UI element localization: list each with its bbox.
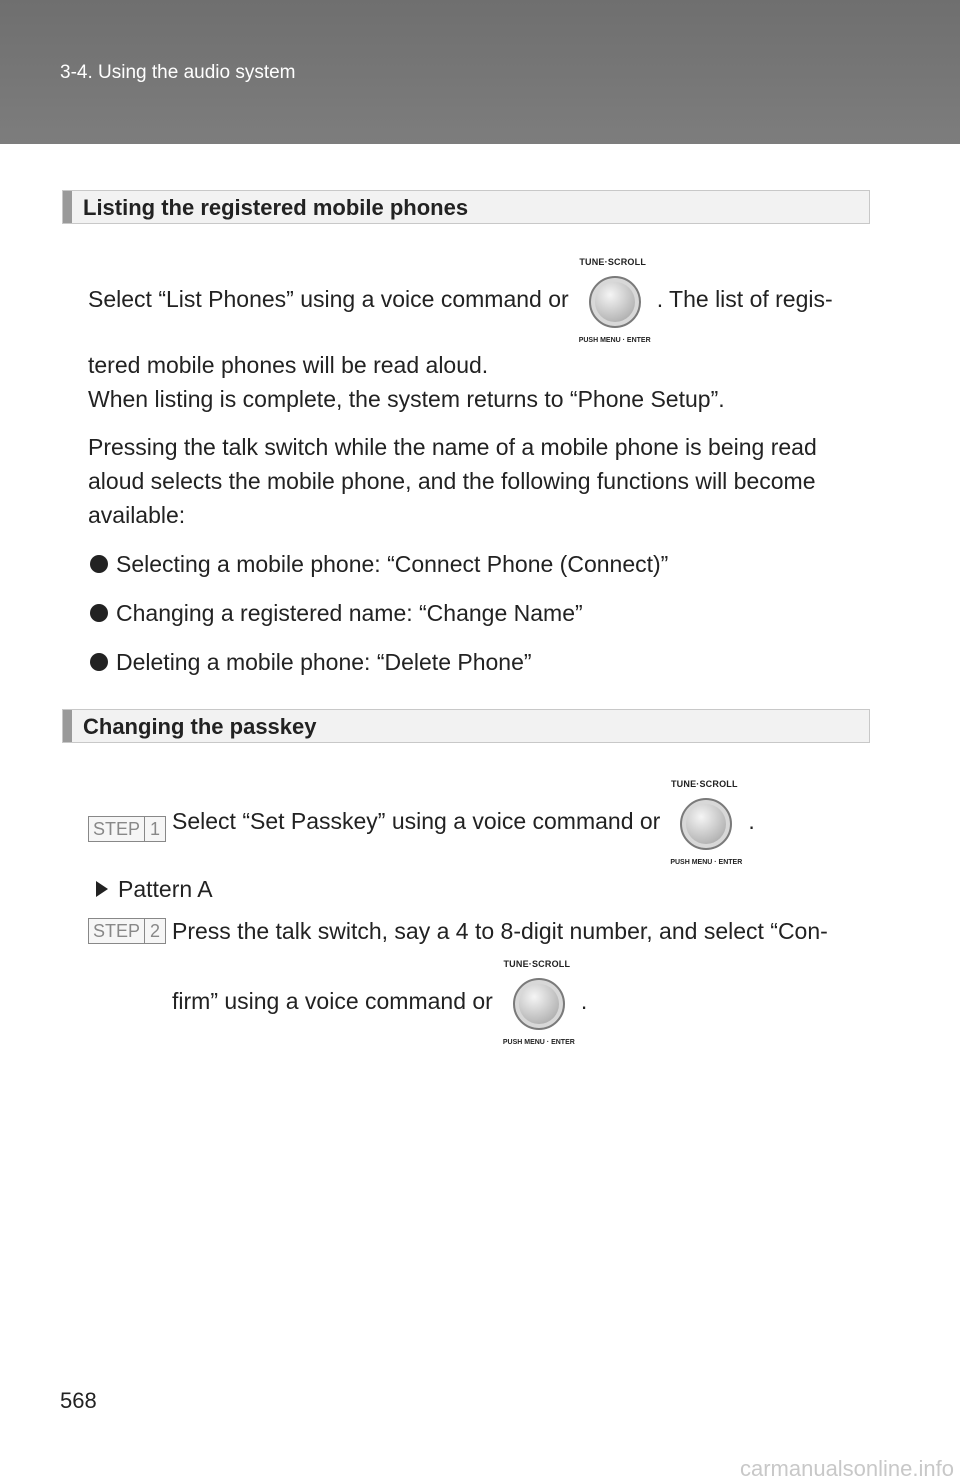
watermark: carmanualsonline.info	[739, 1456, 954, 1481]
text: Select “List Phones” using a voice command or	[88, 286, 569, 313]
body-text: Pressing the talk switch while the name of a mobile phone is being read	[88, 434, 817, 460]
bullet-icon	[90, 555, 108, 573]
section-heading-passkey	[62, 709, 870, 743]
step2-line2	[172, 958, 587, 1048]
knob-bottom-label: PUSH MENU · ENTER	[670, 859, 743, 866]
step-label: STEP	[93, 921, 141, 941]
knob-bottom-label: PUSH MENU · ENTER	[578, 337, 651, 344]
section-title: Listing the registered mobile phones	[83, 195, 469, 220]
tune-scroll-knob-icon	[578, 256, 651, 346]
text: firm” using a voice command or	[172, 988, 493, 1015]
knob-bottom-label: PUSH MENU · ENTER	[502, 1039, 575, 1046]
list-item	[90, 596, 583, 630]
bullet-icon	[90, 604, 108, 622]
list-item-text: Deleting a mobile phone: “Delete Phone”	[116, 649, 532, 675]
tune-scroll-knob-icon	[502, 958, 575, 1048]
list-item	[90, 547, 668, 581]
step1-line	[172, 778, 755, 868]
pattern-heading	[96, 872, 213, 906]
list-item-text: Selecting a mobile phone: “Connect Phone (Connect)”	[116, 551, 669, 577]
list-phones-line	[88, 256, 833, 346]
step-badge-2	[88, 918, 166, 944]
body-text: When listing is complete, the system returns to “Phone Setup”.	[88, 386, 725, 412]
bullet-icon	[90, 653, 108, 671]
section-title: Changing the passkey	[83, 714, 317, 739]
header-section-title: 3-4. Using the audio system	[60, 62, 296, 83]
text: . The list of regis-	[656, 286, 833, 313]
step-label: STEP	[93, 819, 141, 839]
body-text: aloud selects the mobile phone, and the following functions will become	[88, 468, 816, 494]
text: .	[748, 808, 755, 835]
step-badge-1	[88, 816, 166, 842]
list-item	[90, 645, 532, 679]
knob-disc	[589, 276, 641, 328]
knob-disc	[680, 798, 732, 850]
page-header	[0, 0, 960, 144]
text: .	[580, 988, 588, 1015]
body-text: tered mobile phones will be read aloud.	[88, 352, 489, 378]
body-text: available:	[88, 502, 186, 528]
tune-scroll-knob-icon	[670, 778, 743, 868]
arrow-right-icon	[96, 881, 108, 897]
pattern-label: Pattern A	[118, 876, 213, 902]
page-number: 568	[60, 1388, 97, 1413]
text: Select “Set Passkey” using a voice command or	[172, 808, 661, 835]
body-text: Press the talk switch, say a 4 to 8-digit number, and select “Con-	[172, 918, 828, 944]
knob-disc	[513, 978, 565, 1030]
knob-top-label: TUNE·SCROLL	[503, 959, 571, 969]
step-number: 2	[144, 919, 165, 943]
section-heading-listing	[62, 190, 870, 224]
step-number: 1	[144, 817, 165, 841]
knob-top-label: TUNE·SCROLL	[579, 257, 647, 267]
list-item-text: Changing a registered name: “Change Name”	[116, 600, 583, 626]
knob-top-label: TUNE·SCROLL	[670, 779, 738, 789]
